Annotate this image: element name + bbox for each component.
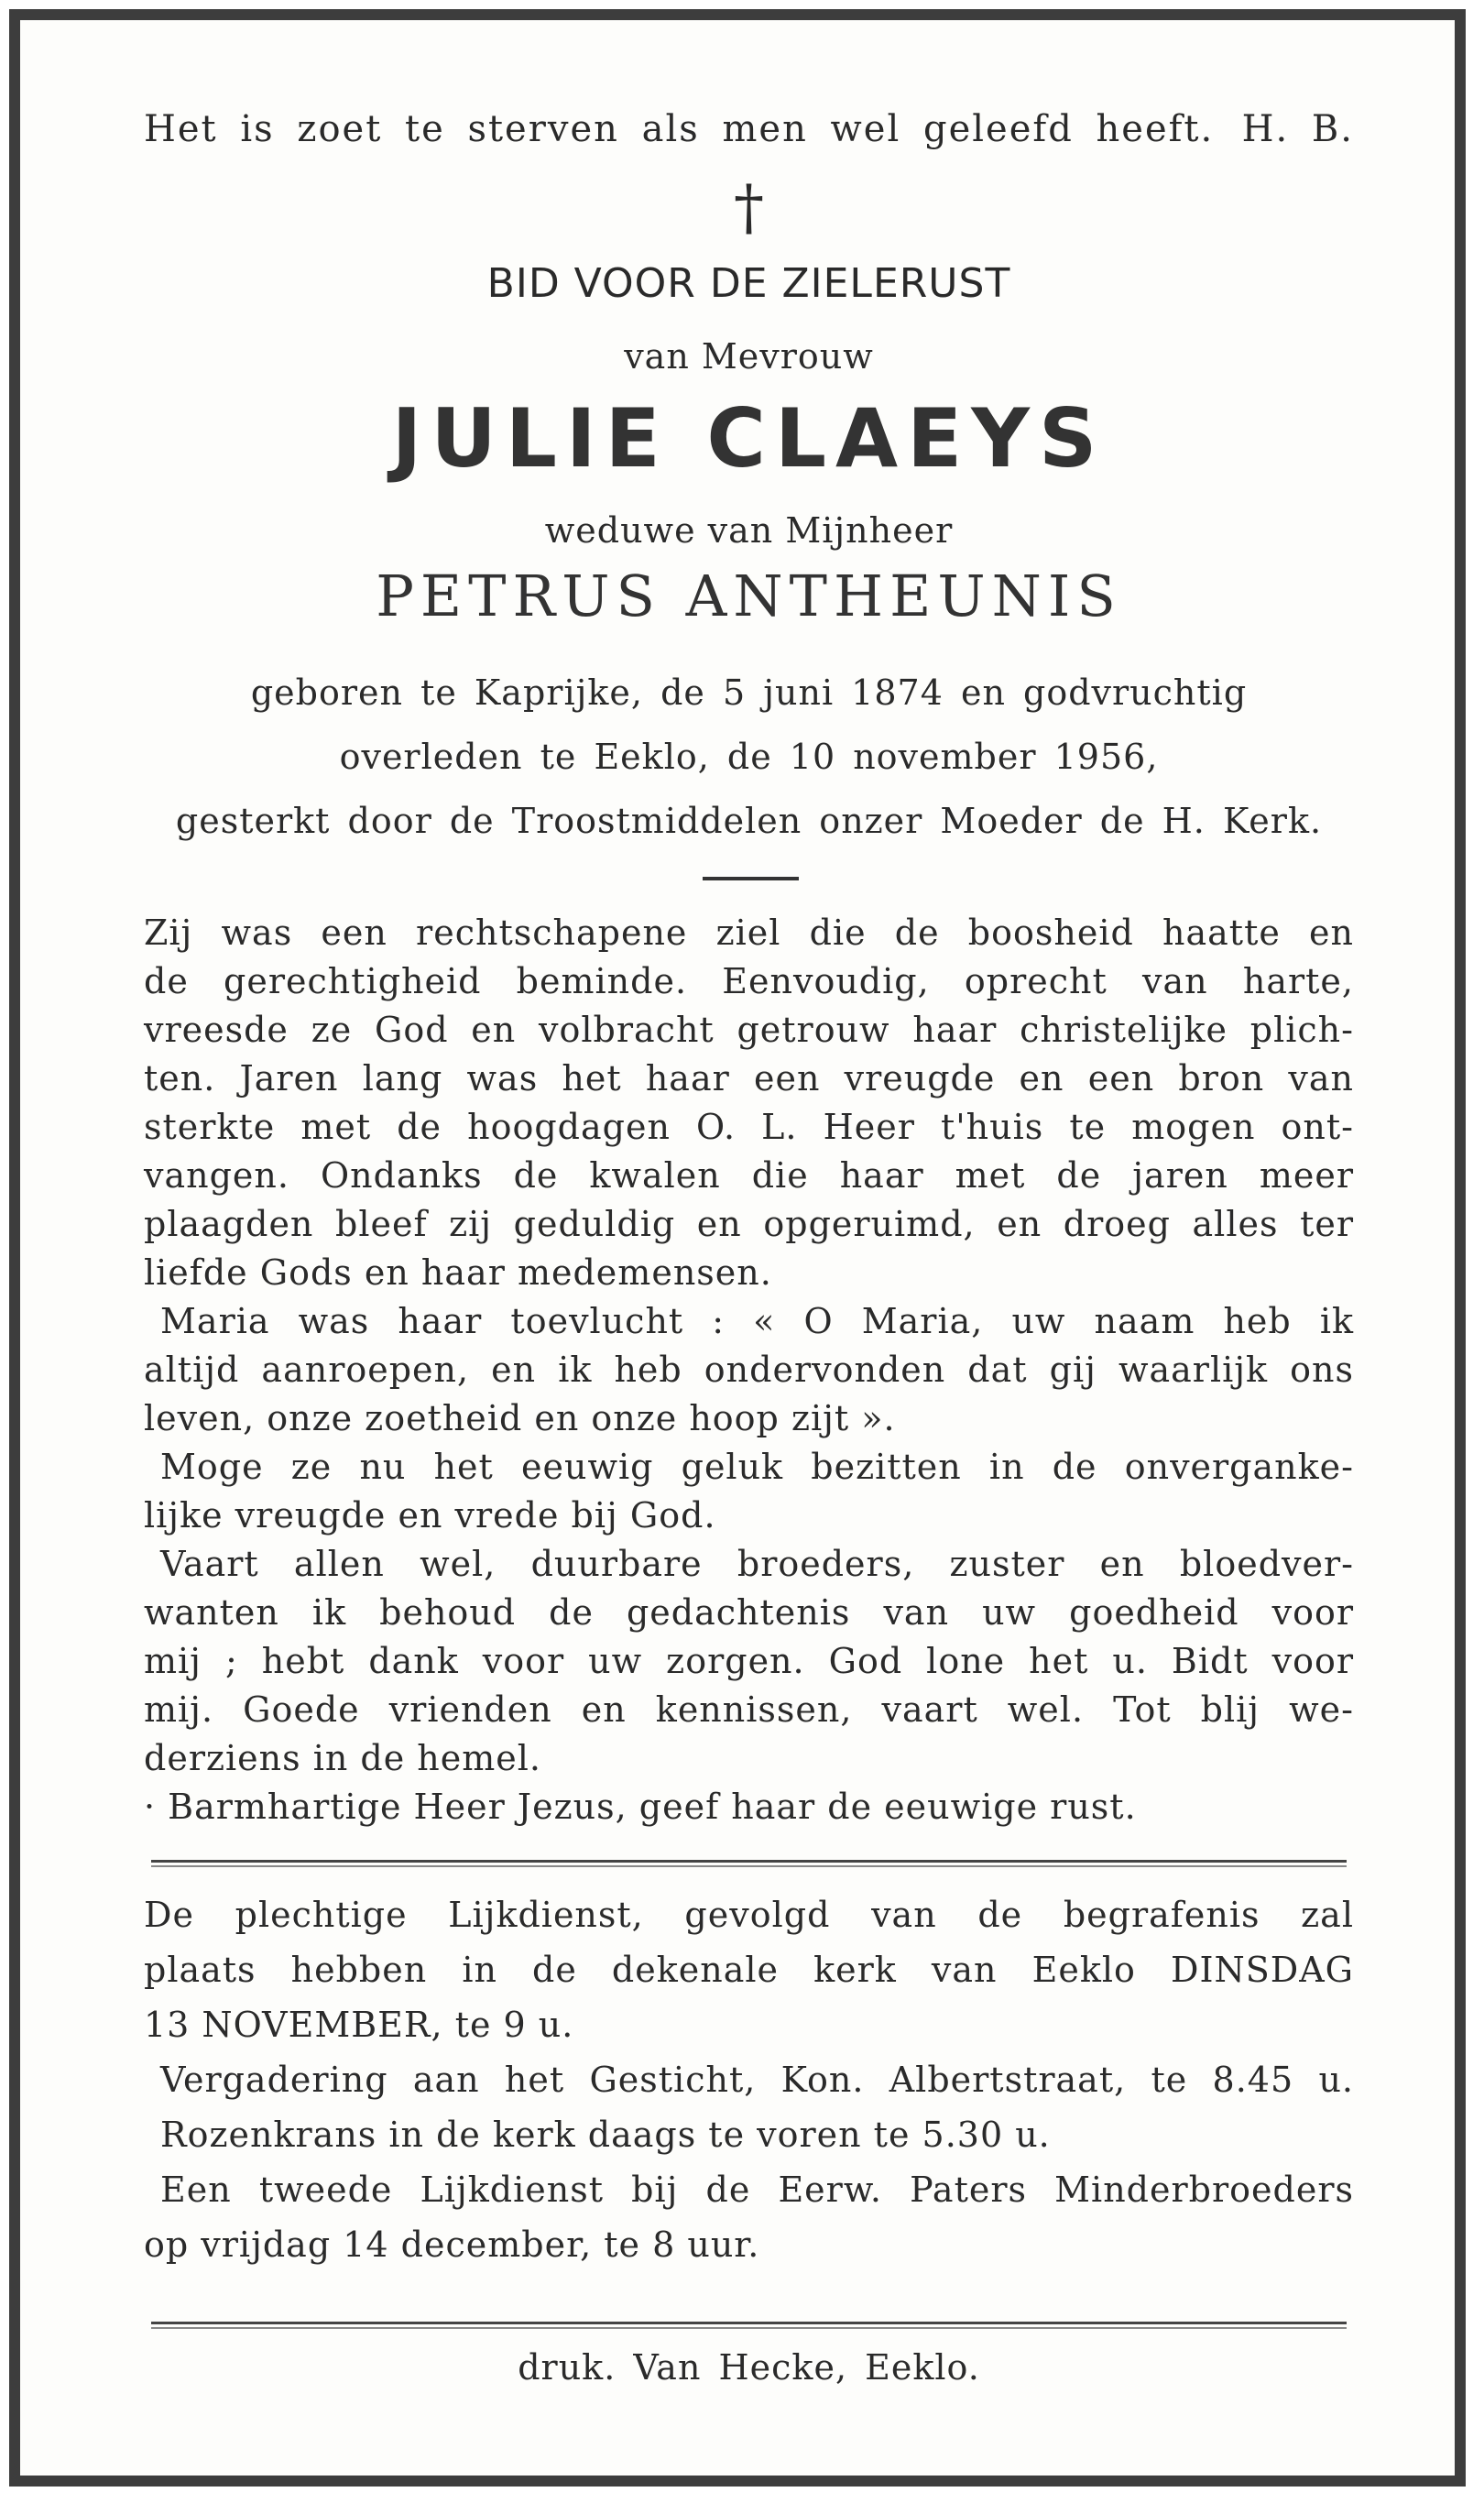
deceased-name: JULIE CLAEYS	[391, 391, 1107, 486]
gathering-line: Vergadering aan het Gesticht, Kon. Albertstraat, te 8.45 u.	[160, 2060, 1354, 2100]
motto-line	[144, 108, 1354, 150]
text-line: vangen. Ondanks de kwalen die haar met de jaren meer	[144, 1155, 1354, 1196]
memorial-text	[144, 909, 1354, 1831]
widow-line: weduwe van Mijnheer	[544, 510, 954, 551]
paragraph	[144, 1783, 1354, 1831]
paragraph	[144, 909, 1354, 1297]
service-details	[144, 1887, 1354, 2272]
double-divider	[151, 2322, 1347, 2329]
text-line: liefde Gods en haar medemensen.	[144, 1252, 772, 1293]
van-line: van Mevrouw	[624, 336, 874, 377]
text-line: ten. Jaren lang was het haar een vreugde en een bron van	[144, 1058, 1354, 1098]
text-line: plaagden bleef zij geduldig en opgeruimd, en droeg alles ter	[144, 1204, 1354, 1244]
second-service-line: Een tweede Lijkdienst bij de Eerw. Paters Minderbroeders	[160, 2170, 1354, 2210]
text-line: sterkte met de hoogdagen O. L. Heer t'huis te mogen ont-	[144, 1107, 1354, 1147]
text-line: Maria was haar toevlucht : « O Maria, uw naam heb ik	[160, 1301, 1354, 1341]
funeral-line: De plechtige Lijkdienst, gevolgd van de begrafenis zal	[144, 1895, 1354, 1935]
text-line: lijke vreugde en vrede bij God.	[144, 1495, 716, 1536]
text-line: Moge ze nu het eeuwig geluk bezitten in de onverganke-	[160, 1447, 1354, 1487]
text-line: altijd aanroepen, en ik heb ondervonden dat gij waarlijk ons	[144, 1350, 1354, 1390]
double-divider	[151, 1860, 1347, 1867]
text-line: · Barmhartige Heer Jezus, geef haar de eeuwige rust.	[144, 1787, 1137, 1827]
funeral-line: plaats hebben in de dekenale kerk van Eeklo DINSDAG	[144, 1950, 1354, 1990]
text-line: leven, onze zoetheid en onze hoop zijt ».	[144, 1398, 896, 1438]
short-divider	[703, 877, 799, 880]
text-line: Vaart allen wel, duurbare broeders, zuster en bloedver-	[160, 1544, 1354, 1584]
memorial-card	[9, 9, 1466, 2487]
prayer-heading: BID VOOR DE ZIELERUST	[486, 260, 1011, 307]
printer-credit: druk. Van Hecke, Eeklo.	[518, 2347, 980, 2388]
motto-signature: H. B.	[1241, 108, 1354, 150]
text-line: wanten ik behoud de gedachtenis van uw goedheid voor	[144, 1592, 1354, 1633]
funeral-line: 13 NOVEMBER, te 9 u.	[144, 2005, 574, 2045]
second-service-line: op vrijdag 14 december, te 8 uur.	[144, 2224, 760, 2265]
text-line: derziens in de hemel.	[144, 1738, 542, 1778]
text-line: mij ; hebt dank voor uw zorgen. God lone het u. Bidt voor	[144, 1641, 1354, 1681]
rosary-line: Rozenkrans in de kerk daags te voren te 5.30 u.	[160, 2115, 1051, 2155]
born-line: geboren te Kaprijke, de 5 juni 1874 en godvruchtig	[250, 672, 1248, 713]
text-line: vreesde ze God en volbracht getrouw haar christelijke plich-	[144, 1010, 1354, 1050]
husband-name: PETRUS ANTHEUNIS	[376, 563, 1122, 629]
paragraph	[144, 1443, 1354, 1540]
strengthened-line: gesterkt door de Troostmiddelen onzer Moeder de H. Kerk.	[175, 801, 1323, 841]
text-line: Zij was een rechtschapene ziel die de boosheid haatte en	[144, 913, 1354, 953]
card-content	[144, 20, 1354, 2476]
text-line: de gerechtigheid beminde. Eenvoudig, oprecht van harte,	[144, 961, 1354, 1001]
text-line: mij. Goede vrienden en kennissen, vaart wel. Tot blij we-	[144, 1689, 1354, 1730]
motto-text: Het is zoet te sterven als men wel geleefd heeft.	[144, 108, 1215, 150]
paragraph	[144, 1297, 1354, 1443]
paragraph	[144, 1540, 1354, 1783]
cross-icon: †	[734, 172, 764, 243]
died-line: overleden te Eeklo, de 10 november 1956,	[339, 737, 1159, 777]
